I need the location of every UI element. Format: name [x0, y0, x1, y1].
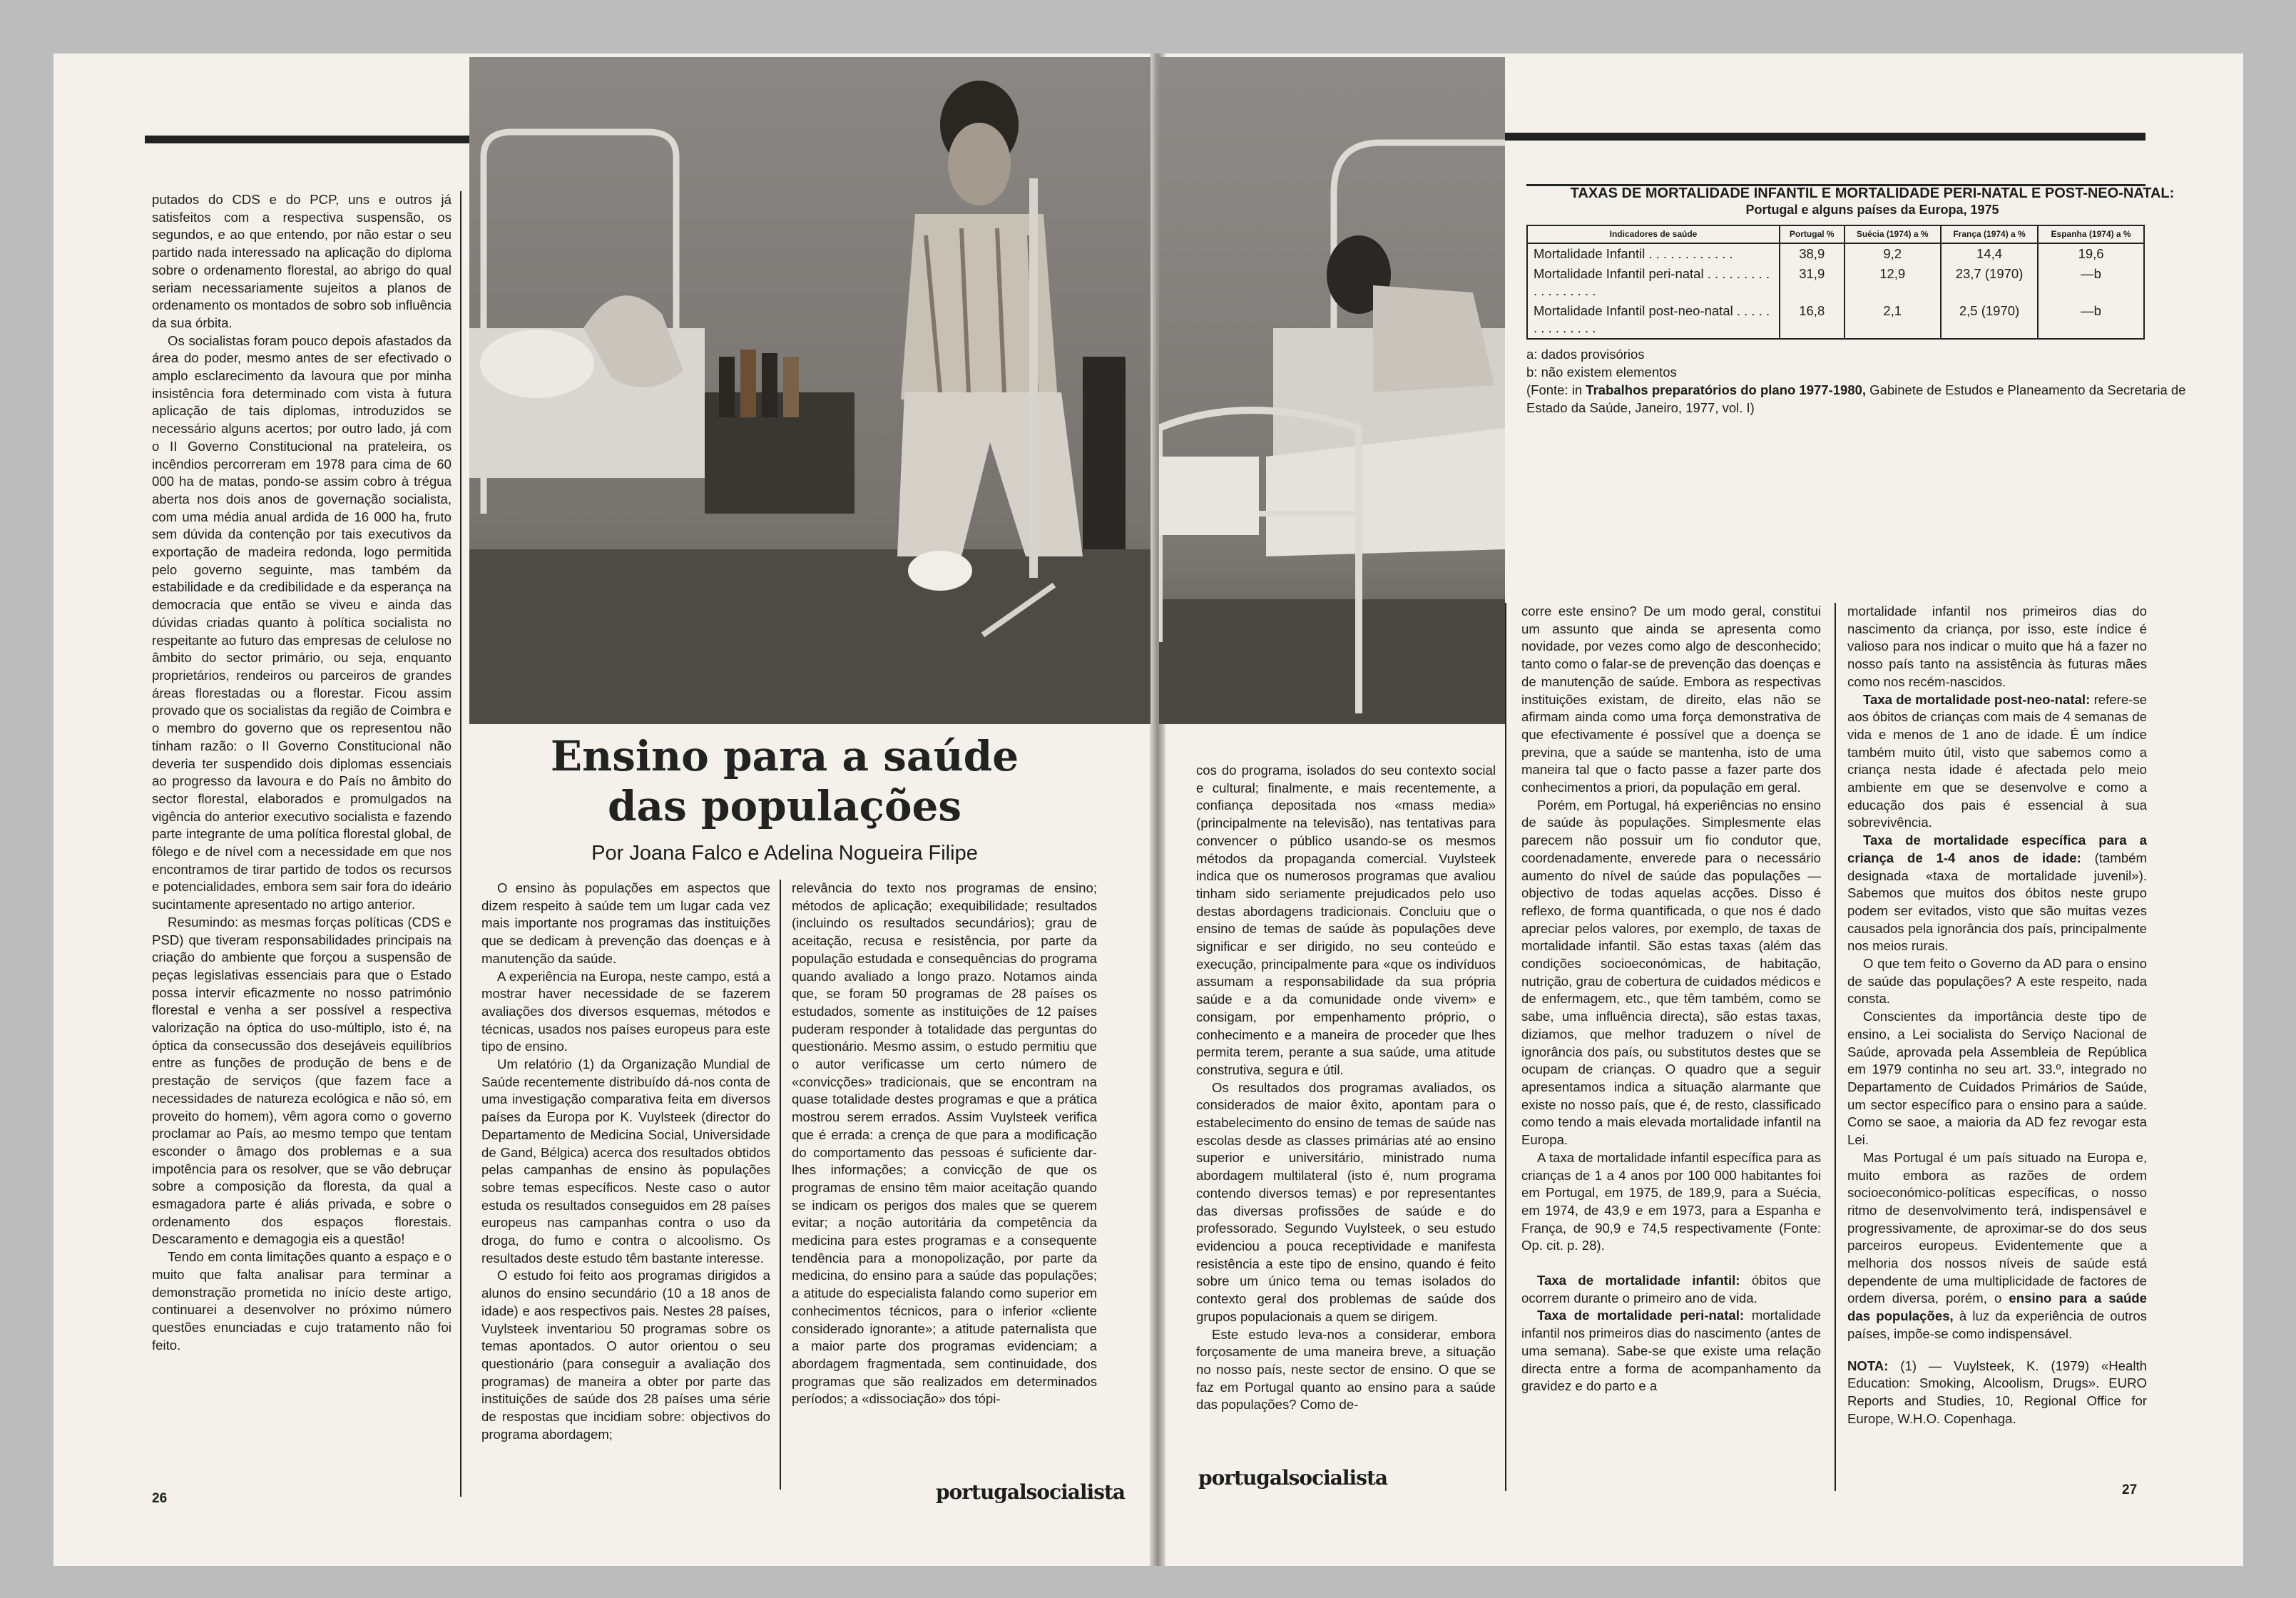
table-row — [1527, 264, 2144, 301]
article-paragraph: Este estudo leva-nos a considerar, embora forçosamente de uma maneira breve, a situação no nosso país, neste sector de ensino. O que se faz em Portugal quanto ao ensino para a saúde das populações? Como de- — [1196, 1326, 1496, 1413]
article-paragraph — [1847, 1149, 2147, 1343]
definition-postneonatal-mortality — [1847, 691, 2147, 833]
table-row — [1527, 301, 2144, 339]
article-paragraph: A experiência na Europa, neste campo, está a mostrar haver necessidade de se fazerem avaliações dos diversos esquemas, métodos e técnicas, usados nos países europeus para este tipo de ensino. — [481, 968, 770, 1054]
definition-term: Taxa de mortalidade post-neo-natal: — [1863, 691, 2091, 707]
definition-text: óbitos que ocorrem durante o primeiro ano de vida. — [1521, 1273, 1821, 1306]
definition-infant-mortality — [1521, 1272, 1821, 1307]
left-continued-column — [152, 191, 451, 1354]
article-paragraph: Porém, em Portugal, há experiências no ensino de saúde às populações. Simplesmente elas parecem não possuir um fio condutor que, coordenadamente, enverede para o necessário aumento do nível de saúde das populações — objectivo de todas aquelas acções. Disso é reflexo, de forma quantificada, o que nos é dado apreciar pelos valores, por exemplo, de taxas de mortalidade infantil. São estas taxas (além das condições socioeconómicas, de habitação, nutrição, grau de cobertura de cuidados médicos e de enfermagem, etc., que têm também, como se sabe, uma influência directa), são estas taxas, diziamos, que melhor traduzem o nível de ignorância dos país, ou substitutos destes que se ocupam de crianças. O quadro que a seguir apresentamos indica a situação alarmante que existe no nosso país, que é, de resto, classificado como tendo a mais elevada mortalidade infantil na Europa. — [1521, 797, 1821, 1148]
article-byline: Por Joana Falco e Adelina Nogueira Filipe — [591, 842, 978, 865]
source-text: (Fonte: in — [1526, 382, 1586, 397]
article-paragraph: Um relatório (1) da Organização Mundial de Saúde recentemente distribuído dá-nos conta de uma investigação comparativa feita em diversos países da Europa por K. Vuylsteek (director do Departamento de Medicina Social, Universidade de Gand, Bélgica) acerca dos resultados obtidos pelas campanhas de ensino às populações sobre temas específicos. Neste caso o autor estuda os resultados conseguidos em 28 países europeus nas campanhas contra o uso da droga, do fumo e contra o alcoolismo. Os resultados deste estudo têm bastante interesse. — [481, 1057, 770, 1266]
article-title-line1: Ensino para a saúde — [550, 732, 1019, 780]
definition-text: (também designada «taxa de mortalidade juvenil»). Sabemos que muitos dos óbitos neste grupo podem ser evitados, visto que são muitas vezes causados pela ignorância dos país, principalmente nos meios rurais. — [1847, 850, 2147, 954]
table-header: Indicadores de saúde — [1527, 225, 1780, 243]
table-header: Suécia (1974) a % — [1845, 225, 1941, 243]
definition-text: refere-se aos óbitos de crianças com mais de 4 semanas de vida e menos de 1 ano de idade. É um índice também muito útil, visto que sabemos como a criança nesta idade é afectada pelo meio ambiente em que se desenvolve e como a educação dos pais é essencial à sua sobrevivência. — [1847, 691, 2147, 830]
value-franca: 14,4 — [1941, 243, 2038, 264]
table-row-label: Mortalidade Infantil post-neo-natal . . . . . . . . . . . . . . — [1527, 301, 1780, 339]
column-divider — [1505, 603, 1506, 1491]
article-title-line2: das populações — [607, 782, 962, 830]
mortality-table — [1526, 225, 2145, 340]
table-row-label: Mortalidade Infantil peri-natal . . . . . . . . . . . . . . . . . . — [1527, 264, 1780, 301]
definition-term: Taxa de mortalidade específica para a criança de 1-4 anos de idade: — [1847, 833, 2147, 865]
page-number-right: 27 — [2122, 1482, 2138, 1497]
left-paragraph: Os socialistas foram pouco depois afastados da área do poder, mesmo antes de ser efectivado o amplo esclarecimento da lavoura que por minha insistência fora determinado com vista à futura aplicação de tais diplomas, introduzidos se necessário alguns acertos; por outro lado, já com o II Governo Constitucional na prateleira, os incêndios percorreram em 1978 para cima de 60 000 ha de matas, pondo-se assim cobro à trégua aberta nos dois anos de governação socialista, com uma média anual ardida de 16 000 ha, fruto sem dúvida da contenção por tais executivos da exportação de madeira redonda, logo permitida pelo governo seguinte, mas também da estabilidade e da credibilidade e da esperança na democracia que então se viveu e ainda das dúvidas criadas quanto à política socialista no respeitante ao futuro das empresas de celulose no âmbito do sector primário, ou seja, enquanto proprietários, rendeiros ou parceiros de grandes áreas florestadas ou a florestar. Ficou assim provado que os socialistas da região de Coimbra e o membro do governo que os representou não tinham razão: o II Governo Constitucional não deveria ter suspendido dois diplomas essenciais ao progresso da lavoura e do País no âmbito do sector florestal, elaborados e promulgados na vigência do anterior executivo socialista e fazendo parte integrante de uma política florestal global, de fôlego e de nível com a necessidade em que nos encontramos de tirar partido de todos os recursos e potencialidades, embora sem sair fora do ideário sucintamente apresentado no artigo anterior. — [152, 332, 451, 912]
value-suecia: 9,2 — [1845, 243, 1941, 264]
source-text: Gabinete de Estudos e Planeamento da Secretaria de Estado da Saúde, Janeiro, 1977, vol. I) — [1526, 382, 2186, 415]
hospital-photo-right — [1159, 57, 1505, 724]
article-paragraph: relevância do texto nos programas de ensino; métodos de aplicação; exequibilidade; resultados (incluindo os resultados secundários); grau de aceitação, recusa e resistência, por parte da população estudada e consequências do programa quando avaliado a longo prazo. Notamos ainda que, se foram 50 programas de 28 países os estudados, somente as instituições de 12 países puderam responder à totalidade das perguntas do questionário. Mesmo assim, o estudo permitiu que o autor verificasse um certo número de «convicções» tradicionais, que se encontram na quase totalidade destes programas e que a prática mostrou serem errados. Assim Vuylsteek verifica que é errada: a crença de que para a modificação do comportamento das pessoas é suficiente dar-lhes informações; a convicção de que os programas de ensino têm maior aceitação quando se indicam os perigos dos males que se querem evitar; a noção autoritária da competência da medicina para estes programas e a consequente tendência para a monopolização, por parte da medicina, do ensino para a saúde das populações; a atitude do especialista falando como superior em conhecimentos técnicos, para o inferior «cliente considerado ignorante»; a atitude paternalista que a maior parte dos programas evidenciam; a abordagem fragmentada, sem continuidade, dos programas que são realizados em determinados períodos; a «dissociação» dos tópi- — [792, 880, 1097, 1407]
article-column-4 — [1521, 603, 1821, 1395]
article-column-1 — [481, 880, 770, 1444]
paragraph-emphasis: ensino para a saúde das populações, — [1847, 1291, 2147, 1324]
table-notes — [1526, 345, 2229, 417]
table-note: a: dados provisórios — [1526, 347, 1645, 362]
definition-text: mortalidade infantil nos primeiros dias do nascimento (antes de uma semana). Sabe-se que existe uma relação directa entre a forma de acompanhamento da gravidez e do parto e a — [1521, 1308, 1821, 1394]
value-espanha: —b — [2038, 301, 2144, 339]
table-row — [1527, 243, 2144, 264]
article-paragraph: O que tem feito o Governo da AD para o ensino de saúde das populações? A este respeito, nada consta. — [1847, 956, 2147, 1007]
brand-logo-right: portugalsocialista — [1198, 1466, 1388, 1490]
value-franca: 23,7 (1970) — [1941, 264, 2038, 301]
table-subtitle: Portugal e alguns países da Europa, 1975 — [1745, 203, 1999, 217]
definition-term: Taxa de mortalidade infantil: — [1537, 1273, 1740, 1288]
table-header: Portugal % — [1780, 225, 1845, 243]
value-espanha: —b — [2038, 264, 2144, 301]
table-row-label: Mortalidade Infantil . . . . . . . . . . . . — [1527, 243, 1780, 264]
paragraph-text: à luz da experiência de outros países, impõe-se como indispensável. — [1847, 1308, 2147, 1341]
article-column-5 — [1847, 603, 2147, 1427]
column-divider — [460, 191, 461, 1497]
footnote-label: NOTA: — [1847, 1358, 1889, 1373]
definition-child-mortality — [1847, 832, 2147, 955]
table-header-row — [1527, 225, 2144, 243]
value-portugal: 38,9 — [1780, 243, 1845, 264]
table-header: França (1974) a % — [1941, 225, 2038, 243]
left-paragraph: Tendo em conta limitações quanto a espaço e o muito que falta analisar para terminar a demonstração prometida no início deste artigo, continuarei a desenvolver no próximo número questões enunciadas e cujo tratamento não foi feito. — [152, 1249, 451, 1353]
article-paragraph: O ensino às populações em aspectos que dizem respeito à saúde tem um lugar cada vez mais importante nos programas das instituições que se dedicam à prevenção das doenças e à manutenção da saúde. — [481, 880, 770, 966]
article-paragraph: O estudo foi feito aos programas dirigidos a alunos do ensino secundário (10 a 18 anos de idade) e aos respectivos pais. Nestes 28 países, Vuylsteek inventariou 50 programas sobre os temas apontados. O autor orientou o seu questionário (para conseguir a avaliação dos programas) de maneira a obter por parte das instituições de saúde dos 28 países uma série de respostas que incidiam sobre: objectivos do programa abordagem; — [481, 1268, 770, 1442]
table-note: b: não existem elementos — [1526, 365, 1677, 380]
article-paragraph: mortalidade infantil nos primeiros dias do nascimento da criança, por isso, este índice é valioso para nos indicar o muito que há a fazer no nosso país tanto na assistência às futuras mães como nos recém-nascidos. — [1847, 604, 2147, 689]
article-title — [499, 731, 1070, 831]
article-paragraph: cos do programa, isolados do seu contexto social e cultural; finalmente, e mais recentemente, a confiança depositada nos «mass media» (principalmente na televisão), nas tentativas para convencer o público usando-se os mesmos métodos da propaganda comercial. Vuylsteek indica que os numerosos programas que avaliou tinham sido seriamente prejudicados pelo uso destas abordagens tradicionais. Concluiu que o ensino de temas de saúde às populações deve significar e ser dirigido, no seu conteúdo e execução, principalmente para «que os indivíduos assumam a responsabilidade da sua própria saúde e a da comunidade onde vivem» e consigam, por empenhamento próprio, o conhecimento e a maneira de proceder que lhes permita terem, perante a sua saúde, uma atitude construtiva, segura e útil. — [1196, 763, 1496, 1077]
value-suecia: 2,1 — [1845, 301, 1941, 339]
source-title: Trabalhos preparatórios do plano 1977-1980, — [1586, 382, 1867, 397]
article-paragraph: A taxa de mortalidade infantil específica para as crianças de 1 a 4 anos por 100 000 habitantes foi em Portugal, em 1975, de 189,9, para a Suécia, em 1974, de 43,9 e em 1973, para a Espanha e França, de 90,9 e 74,5 respectivamente (Fonte: Op. cit. p. 28). — [1521, 1149, 1821, 1253]
column-divider — [1835, 603, 1836, 1491]
top-rule-right — [1505, 133, 2146, 141]
article-column-3 — [1196, 762, 1496, 1414]
article-column-2 — [792, 880, 1097, 1408]
value-suecia: 12,9 — [1845, 264, 1941, 301]
hospital-photo-left — [469, 57, 1150, 724]
page-number-left: 26 — [152, 1491, 168, 1506]
definition-perinatal-mortality — [1521, 1307, 1821, 1395]
definition-term: Taxa de mortalidade peri-natal: — [1537, 1308, 1745, 1323]
top-rule-left — [145, 136, 469, 143]
article-paragraph: Conscientes da importância deste tipo de ensino, a Lei socialista do Serviço Nacional de Saúde, aprovada pela Assembleia de República em 1979 continha no seu art. 33.º, integrado no Departamento de Cuidados Primários de Saúde, um sector específico para o ensino para a saúde. Como se saoe, a maioria da AD fez revogar esta Lei. — [1847, 1009, 2147, 1148]
brand-logo-left: portugalsocialista — [936, 1480, 1126, 1504]
value-portugal: 16,8 — [1780, 301, 1845, 339]
column-divider — [780, 880, 781, 1490]
paragraph-text: Mas Portugal é um país situado na Europa e, muito embora as razões de ordem socioeconómico-políticas específicas, o nosso ritmo de desenvolvimento terá, indispensável e progressivamente, de aproximar-se do dos seus parceiros europeus. Evidentemente que a melhoria dos nossos níveis de saúde está dependente de uma multiplicidade de factores de ordem diversa, porém, o — [1847, 1149, 2147, 1306]
left-paragraph: Resumindo: as mesmas forças políticas (CDS e PSD) que tiveram responsabilidades principais na criação do ambiente que forçou a suspensão de peças legislativas essenciais para que o Estado possa intervir eficazmente no nosso património florestal e venha a ser possível a respectiva valorização na óptica do uso-múltiplo, isto é, na óptica da consecussão dos desejáveis equilíbrios entre as funções de produção de bens e de prestação de serviços (que fazem face a necessidades de natureza ecológica e não só, em proveito do homem), vêm agora como o governo proclamar ao País, ao mesmo tempo que tentam esconder o âmago dos problemas e a sua impotência para os resolver, que se vão debruçar sobre a composição da floresta, da qual a esmagadora parte é aliás privada, e sobre o ordenamento dos espaços florestais. Descaramento e demagogia eis a questão! — [152, 914, 451, 1247]
mortality-table-box — [1516, 178, 2229, 417]
footnote-text: (1) — Vuylsteek, K. (1979) «Health Education: Smoking, Alcoolism, Drugs». EURO Reports and Studies, 10, Regional Office for Europe, W.H.O. Copenhaga. — [1847, 1358, 2147, 1426]
value-franca: 2,5 (1970) — [1941, 301, 2038, 339]
footnote — [1847, 1358, 2147, 1428]
value-espanha: 19,6 — [2038, 243, 2144, 264]
value-portugal: 31,9 — [1780, 264, 1845, 301]
article-paragraph: corre este ensino? De um modo geral, constitui um assunto que ainda se apresenta como novidade, por vezes como algo de desconhecido; tanto como o falar-se de prevenção das doenças e de manutenção de saúde. Embora as respectivas instituições existam, de direito, elas não se afirmam ainda como uma força demonstrativa de que efectivamente é possível que a doença se previna, que a saúde se mantenha, isto de uma maneira tal que o facto passe a fazer parte dos conhecimentos a priori, da população em geral. — [1521, 604, 1821, 795]
article-paragraph: Os resultados dos programas avaliados, os considerados de maior êxito, apontam para o estabelecimento do ensino de temas de saúde nas escolas desde as classes primárias até ao ensino superior e universitário, ministrado numa abordagem multilateral (isto é, num programa contendo diversos temas) e por representantes das diversas profissões de saúde e do professorado. Segundo Vuylsteek, o seu estudo evidenciou a pouca receptividade e manifesta resistência a este tipo de ensino, quando é feito sobre um único tema ou temas isolados do contexto geral dos problemas de saúde dos grupos populacionais a quem se dirigem. — [1196, 1079, 1496, 1324]
table-header: Espanha (1974) a % — [2038, 225, 2144, 243]
left-paragraph: putados do CDS e do PCP, uns e outros já satisfeitos com a respectiva suspensão, os segundos, e ao que entendo, por não estar o seu partido nada interessado na aplicação do diploma sobre o ordenamento florestal, ao abrigo do qual seriam necessariamente sujeitos a planos de ordenamento os montados de sobro sob influência da sua órbita. — [152, 192, 451, 330]
table-title: TAXAS DE MORTALIDADE INFANTIL E MORTALIDADE PERI-NATAL E POST-NEO-NATAL: — [1570, 185, 2175, 201]
table-source — [1526, 381, 2229, 417]
